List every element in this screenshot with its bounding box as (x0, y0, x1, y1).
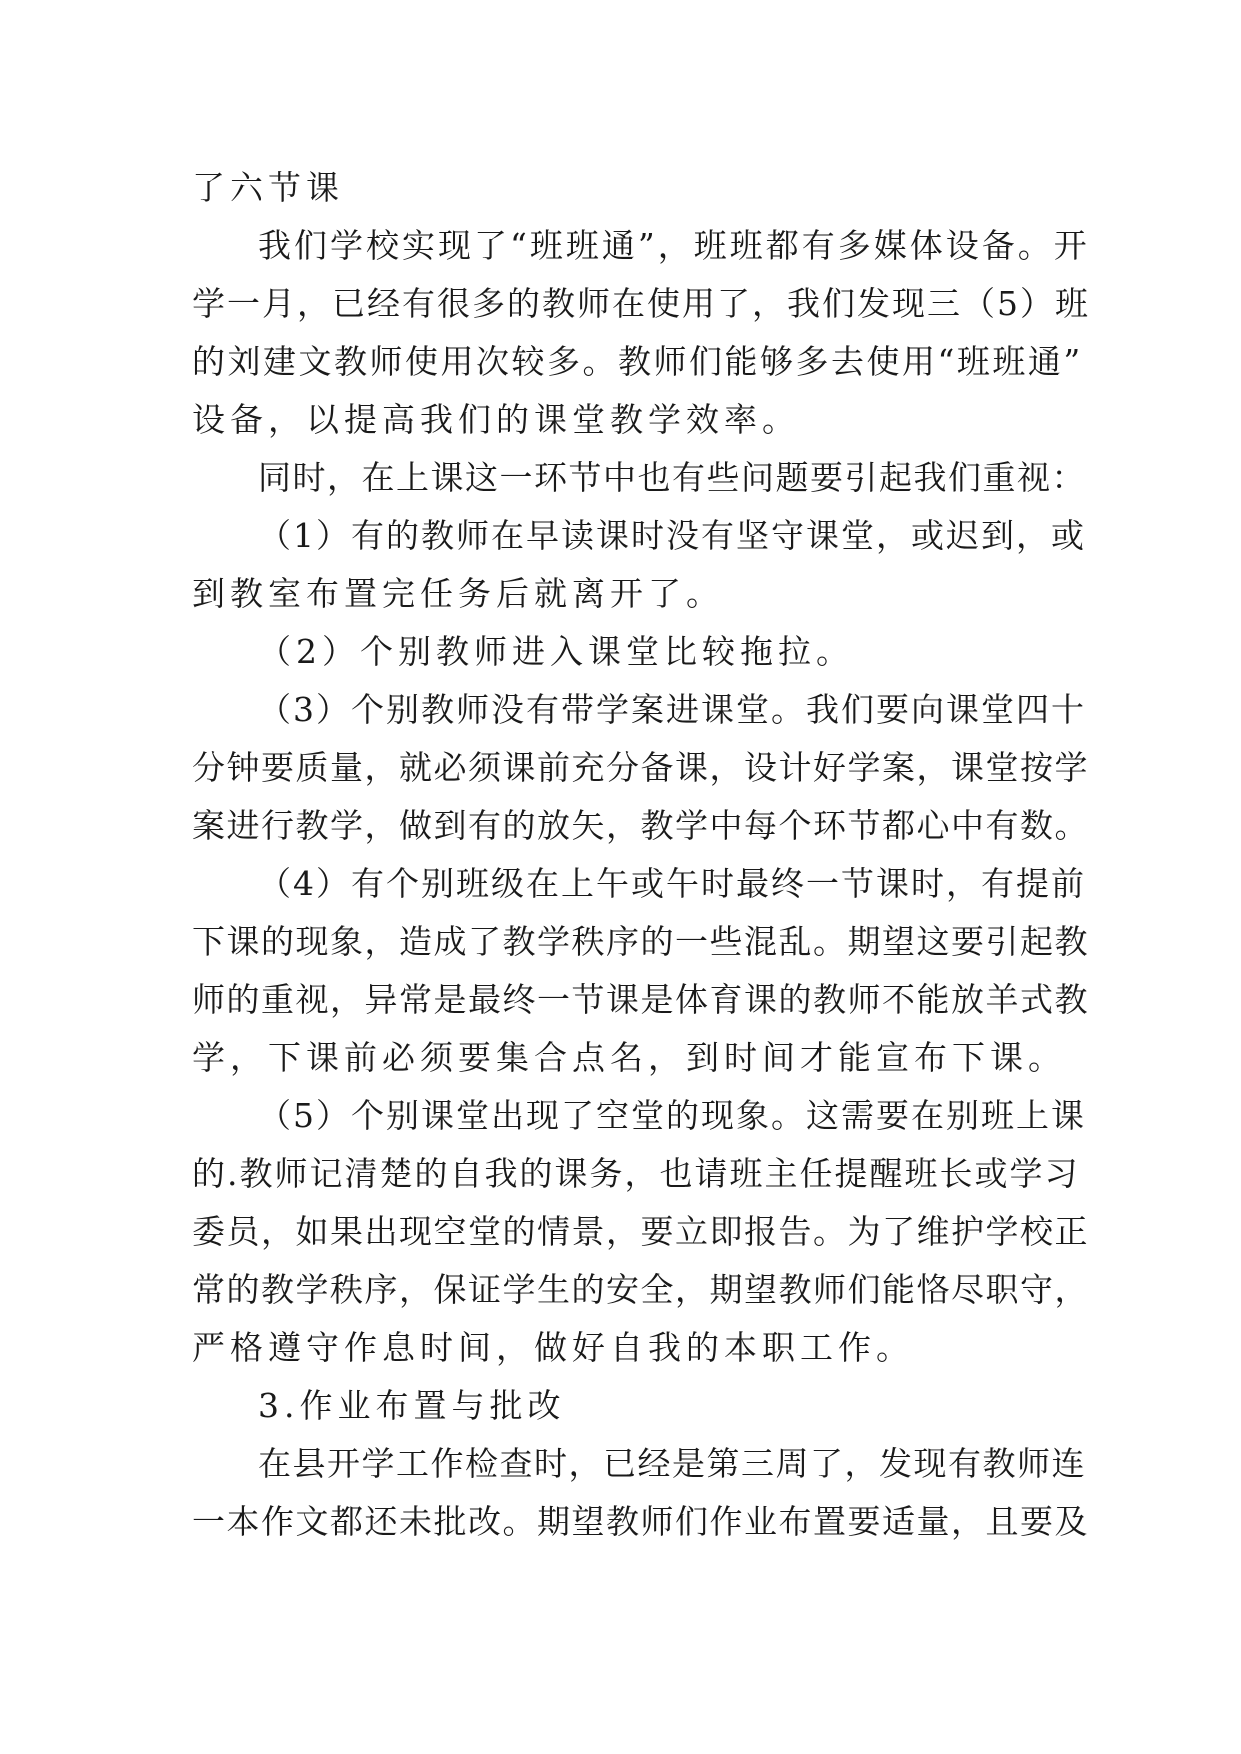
paragraph-start-line: 我们学校实现了“班班通”，班班都有多媒体设备。开 (258, 226, 1090, 265)
text-line: 的.教师记清楚的自我的课务，也请班主任提醒班长或学习 (192, 1154, 1080, 1193)
list-item-3-line: （3）个别教师没有带学案进课堂。我们要向课堂四十 (258, 690, 1086, 729)
text-line: 一本作文都还未批改。期望教师们作业布置要适量，且要及 (192, 1502, 1089, 1541)
text-line: 委员，如果出现空堂的情景，要立即报告。为了维护学校正 (192, 1212, 1089, 1251)
list-item-5-line: （5）个别课堂出现了空堂的现象。这需要在别班上课 (258, 1096, 1086, 1135)
text-line: 学，下课前必须要集合点名，到时间才能宣布下课。 (192, 1038, 1066, 1077)
paragraph-start-line: 在县开学工作检查时，已经是第三周了，发现有教师连 (258, 1444, 1086, 1483)
paragraph-start-line: 同时，在上课这一环节中也有些问题要引起我们重视： (258, 458, 1086, 497)
text-line: 师的重视，异常是最终一节课是体育课的教师不能放羊式教 (192, 980, 1089, 1019)
text-line: 常的教学秩序，保证学生的安全，期望教师们能恪尽职守， (192, 1270, 1089, 1309)
text-line: 严格遵守作息时间，做好自我的本职工作。 (192, 1328, 914, 1367)
text-line: 设备，以提高我们的课堂教学效率。 (192, 400, 800, 439)
text-line: 学一月，已经有很多的教师在使用了，我们发现三（5）班 (192, 284, 1090, 323)
list-item-1-line: （1）有的教师在早读课时没有坚守课堂，或迟到，或 (258, 516, 1086, 555)
text-line: 的刘建文教师使用次较多。教师们能够多去使用“班班通” (192, 342, 1083, 381)
list-item-4-line: （4）有个别班级在上午或午时最终一节课时，有提前 (258, 864, 1086, 903)
text-line: 分钟要质量，就必须课前充分备课，设计好学案，课堂按学 (192, 748, 1089, 787)
section-heading: 3.作业布置与批改 (258, 1386, 566, 1425)
list-item-2-line: （2）个别教师进入课堂比较拖拉。 (258, 632, 854, 671)
text-line: 下课的现象，造成了教学秩序的一些混乱。期望这要引起教 (192, 922, 1089, 961)
text-line: 了六节课 (192, 168, 344, 207)
text-line: 案进行教学，做到有的放矢，教学中每个环节都心中有数。 (192, 806, 1089, 845)
text-line: 到教室布置完任务后就离开了。 (192, 574, 724, 613)
